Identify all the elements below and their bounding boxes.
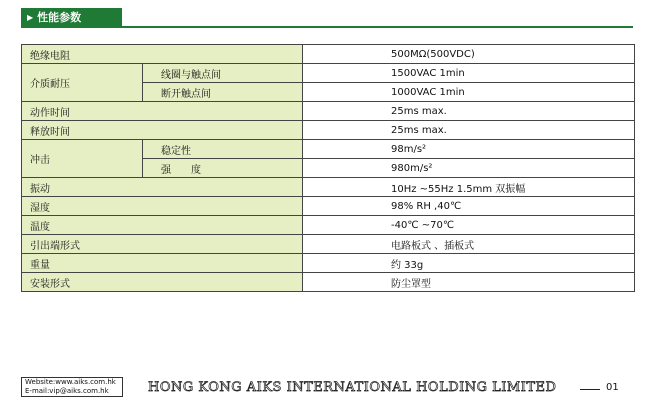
row-label: 冲击 — [22, 140, 143, 178]
email-text[interactable]: E-mail:vip@aiks.com.hk — [25, 387, 109, 395]
row-value: 98% RH ,40℃ — [303, 197, 635, 216]
page-number: 01 — [606, 382, 619, 393]
table-row — [22, 45, 635, 64]
header-divider — [21, 26, 633, 28]
row-label: 重量 — [22, 254, 303, 273]
row-label: 安装形式 — [22, 273, 303, 292]
row-value: 1500VAC 1min — [303, 64, 635, 83]
row-value: 25ms max. — [303, 102, 635, 121]
table-row — [22, 235, 635, 254]
row-sublabel: 线圈与触点间 — [143, 64, 303, 83]
table-row — [22, 216, 635, 235]
row-sublabel: 稳定性 — [143, 140, 303, 159]
spec-table — [21, 44, 635, 292]
row-value: 25ms max. — [303, 121, 635, 140]
section-title: 性能参数 — [37, 11, 82, 24]
row-label: 引出端形式 — [22, 235, 303, 254]
row-label: 释放时间 — [22, 121, 303, 140]
contact-box — [21, 377, 123, 397]
row-label: 振动 — [22, 178, 303, 197]
table-row — [22, 102, 635, 121]
row-value: 防尘罩型 — [303, 273, 635, 292]
table-row — [22, 273, 635, 292]
section-header — [21, 8, 122, 26]
row-value: 1000VAC 1min — [303, 83, 635, 102]
table-row — [22, 197, 635, 216]
triangle-right-icon: ▶ — [27, 12, 34, 22]
row-value: 500MΩ(500VDC) — [303, 45, 635, 64]
row-label: 绝缘电阻 — [22, 45, 303, 64]
row-label: 介质耐压 — [22, 64, 143, 102]
row-value: 10Hz ~55Hz 1.5mm 双振幅 — [303, 178, 635, 197]
row-label: 动作时间 — [22, 102, 303, 121]
row-label: 湿度 — [22, 197, 303, 216]
row-value: 约 33g — [303, 254, 635, 273]
row-value: 电路板式 、插板式 — [303, 235, 635, 254]
row-sublabel: 强 度 — [143, 159, 303, 178]
page-rule — [580, 389, 600, 390]
row-sublabel: 断开触点间 — [143, 83, 303, 102]
table-row — [22, 178, 635, 197]
row-value: 980m/s² — [303, 159, 635, 178]
row-value: 98m/s² — [303, 140, 635, 159]
row-label: 温度 — [22, 216, 303, 235]
table-row — [22, 64, 635, 83]
table-row — [22, 140, 635, 159]
table-row — [22, 254, 635, 273]
website-text[interactable]: Website:www.aiks.com.hk — [25, 378, 116, 386]
table-row — [22, 121, 635, 140]
row-value: -40℃ ~70℃ — [303, 216, 635, 235]
company-name: HONG KONG AIKS INTERNATIONAL HOLDING LIMITED — [148, 380, 557, 395]
